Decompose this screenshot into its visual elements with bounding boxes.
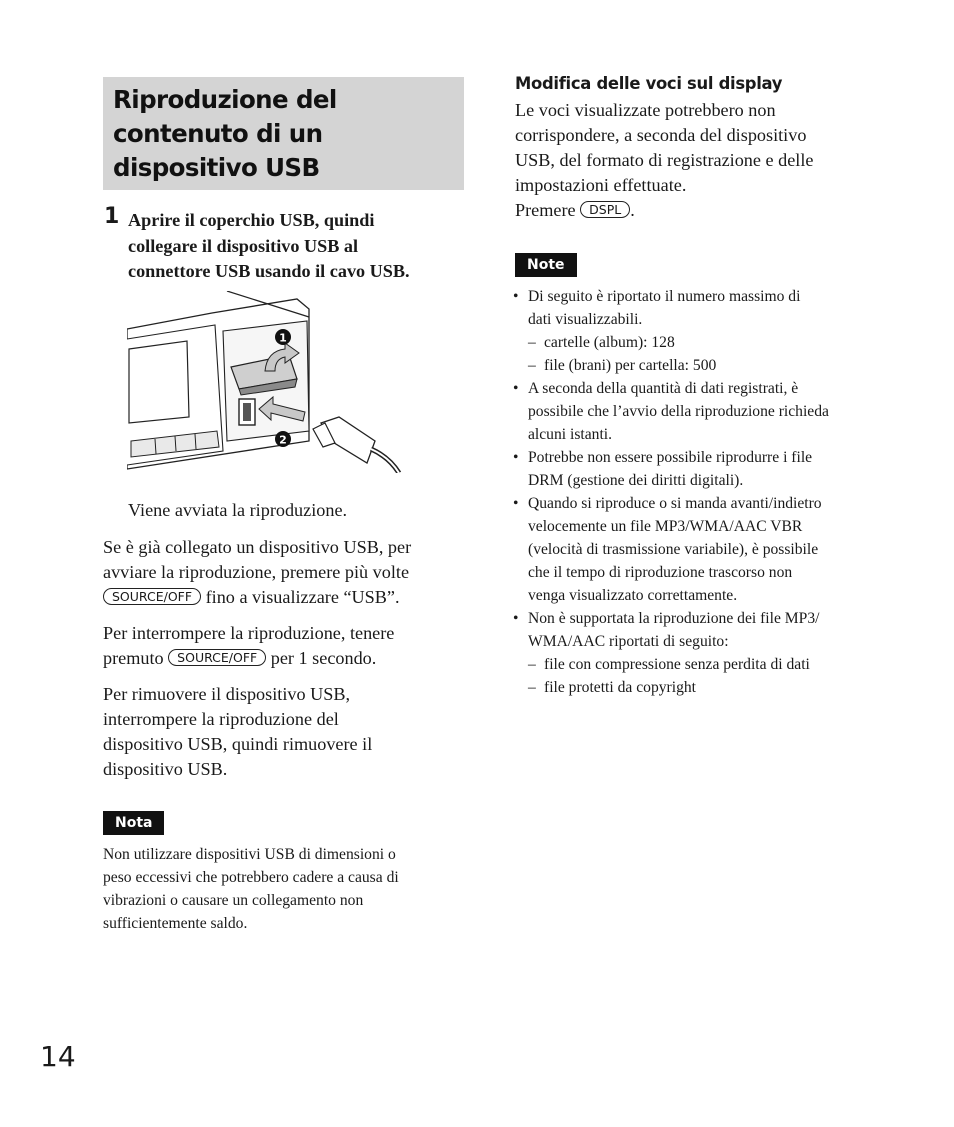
note-item: • Di seguito è riportato il numero massimo di [513, 285, 883, 308]
note-item-cont: (velocità di trasmissione variabile), è possibile [528, 541, 819, 558]
note-item-cont: venga visualizzato correttamente. [528, 587, 738, 604]
text-line: premuto [103, 648, 169, 668]
title-line: Riproduzione del [113, 85, 337, 114]
source-off-key: SOURCE/OFF [103, 588, 201, 605]
note-item: • Non è supportata la riproduzione dei file MP3/ [513, 607, 883, 630]
subitem-text: file (brani) per cartella: 500 [544, 357, 717, 374]
text-line: Le voci visualizzate potrebbero non [515, 100, 776, 120]
nota-label: Nota [103, 811, 164, 835]
text-line: vibrazioni o causare un collegamento non [103, 892, 364, 909]
subitem-text: file protetti da copyright [544, 679, 696, 696]
note-subitem: – cartelle (album): 128 [528, 334, 675, 351]
step-instruction [128, 208, 468, 285]
note-item-cont: DRM (gestione dei diritti digitali). [528, 472, 744, 489]
nota-text [103, 843, 473, 935]
page-number: 14 [40, 1040, 76, 1073]
step-line: Aprire il coperchio USB, quindi [128, 210, 375, 230]
source-off-key: SOURCE/OFF [168, 649, 266, 666]
note-subitem: – file con compressione senza perdita di dati [528, 656, 810, 673]
text-line: per 1 secondo. [266, 648, 377, 668]
title-line: contenuto di un [113, 119, 323, 148]
section-title [113, 83, 454, 185]
note-item-cont: WMA/AAC riportati di seguito: [528, 633, 729, 650]
text-line: corrispondere, a seconda del dispositivo [515, 125, 807, 145]
text-line: Premere [515, 200, 581, 220]
text-line: dispositivo USB. [103, 759, 228, 779]
text-line: Se è già collegato un dispositivo USB, per [103, 537, 412, 557]
section-title-box [103, 77, 464, 190]
note-subitem: – file (brani) per cartella: 500 [528, 357, 717, 374]
text-line: peso eccessivi che potrebbero cadere a causa di [103, 869, 399, 886]
note-label: Note [515, 253, 577, 277]
display-items-text [515, 98, 895, 223]
note-subitem: – file protetti da copyright [528, 679, 696, 696]
note-item: • Potrebbe non essere possibile riprodurre i file [513, 446, 883, 469]
note-item-cont: che il tempo di riproduzione trascorso non [528, 564, 793, 581]
subitem-text: file con compressione senza perdita di dati [544, 656, 810, 673]
text-line: USB, del formato di registrazione e delle [515, 150, 814, 170]
title-line: dispositivo USB [113, 153, 320, 182]
text-line: impostazioni effettuate. [515, 175, 687, 195]
usb-cable [371, 449, 399, 473]
usb-port-inner [243, 403, 251, 421]
text-line: dispositivo USB, quindi rimuovere il [103, 734, 373, 754]
note-item: • A seconda della quantità di dati registrati, è [513, 377, 883, 400]
text-line: sufficientemente saldo. [103, 915, 248, 932]
step-number: 1 [104, 204, 120, 229]
text-line: Per interrompere la riproduzione, tenere [103, 623, 395, 643]
note-item-cont: alcuni istanti. [528, 426, 613, 443]
note-item-cont: dati visualizzabili. [528, 311, 643, 328]
text-line: avviare la riproduzione, premere più volte [103, 562, 410, 582]
result-text: Viene avviata la riproduzione. [128, 500, 348, 520]
unit-display [129, 341, 189, 423]
text-line: Per rimuovere il dispositivo USB, [103, 684, 351, 704]
usb-connection-illustration [127, 291, 407, 473]
text-line: . [630, 200, 635, 220]
text-line: interrompere la riproduzione del [103, 709, 339, 729]
paragraph-already-connected [103, 535, 463, 610]
paragraph-remove-device [103, 682, 463, 782]
step-line: collegare il dispositivo USB al [128, 235, 359, 256]
notes-list [513, 285, 883, 699]
note-item-cont: velocemente un file MP3/WMA/AAC VBR [528, 518, 803, 535]
callout-2-label: 2 [279, 433, 287, 447]
note-item: • Quando si riproduce o si manda avanti/indietro [513, 492, 883, 515]
step-line: connettore USB usando il cavo USB. [128, 261, 410, 281]
paragraph-stop-playback [103, 621, 463, 671]
callout-1-label: 1 [279, 331, 287, 345]
text-line: fino a visualizzare “USB”. [201, 587, 400, 607]
subitem-text: cartelle (album): 128 [544, 334, 675, 351]
dspl-key: DSPL [580, 201, 630, 218]
note-item-cont: possibile che l’avvio della riproduzione richieda [528, 403, 829, 420]
display-items-heading: Modifica delle voci sul display [515, 74, 783, 93]
text-line: Non utilizzare dispositivi USB di dimensioni o [103, 846, 396, 863]
